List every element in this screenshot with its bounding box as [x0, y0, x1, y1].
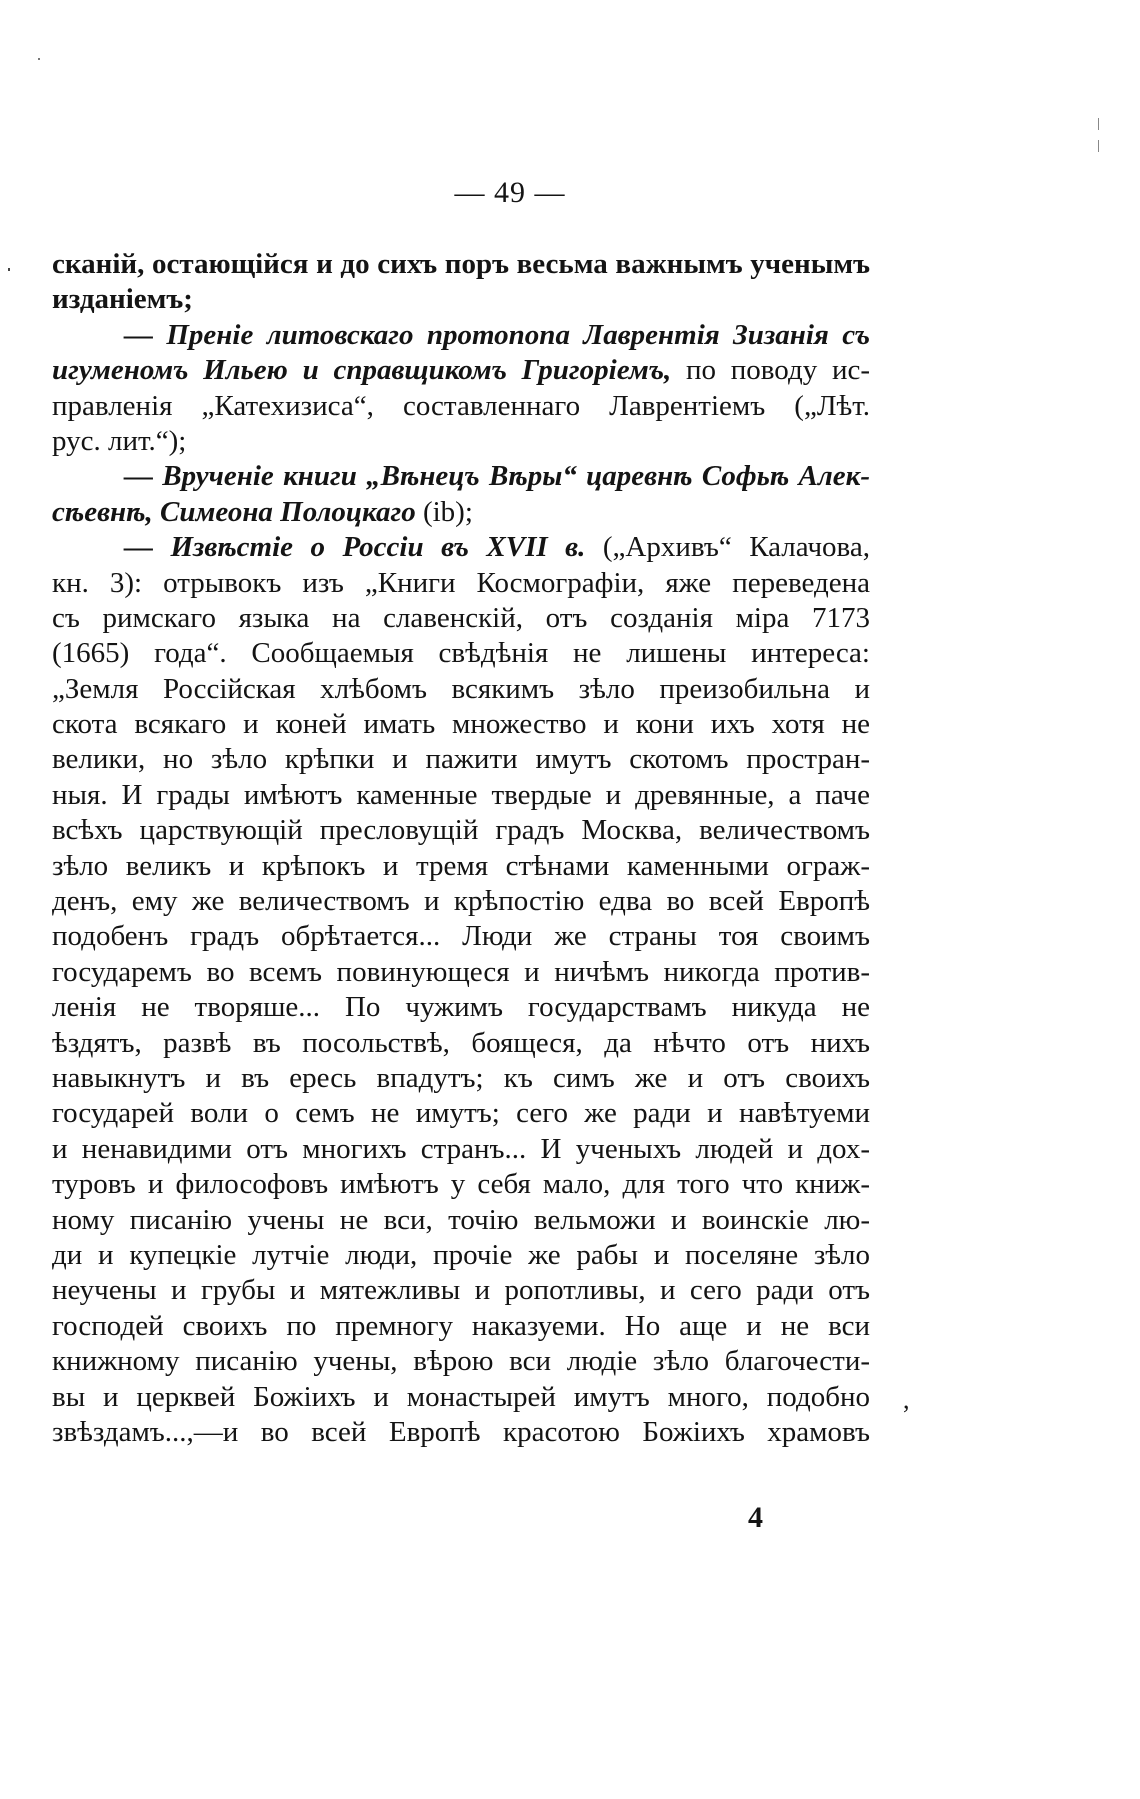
scan-speck: [8, 268, 10, 271]
italic-title: — Преніе литовскаго протопопа Лаврентія Зизанія съ: [124, 318, 870, 351]
text-run: („Архивъ“ Калачова,: [585, 531, 870, 564]
text-line: денъ, ему же величествомъ и крѣпостію едва во всей Европѣ: [52, 885, 870, 918]
text-line: ленія не творяше... По чужимъ государствамъ никуда не: [52, 991, 870, 1024]
text-line: неучены и грубы и мятежливы и ропотливы, и сего ради отъ: [52, 1274, 870, 1307]
margin-mark: ,: [903, 1385, 910, 1414]
text-line: зѣло великъ и крѣпокъ и тремя стѣнами каменными ограж-: [52, 849, 870, 882]
text-line: книжному писанію учены, вѣрою вси людіе зѣло благочести-: [52, 1345, 870, 1378]
text-line: ныя. И грады имѣютъ каменные твердые и древянные, а паче: [52, 778, 870, 811]
text-line: и ненавидими отъ многихъ странъ... И ученыхъ людей и дох-: [52, 1132, 870, 1165]
text-run: по поводу ис-: [671, 354, 870, 387]
text-line: (1665) года“. Сообщаемыя свѣдѣнія не лишены интереса:: [52, 637, 870, 670]
scan-speck: [38, 58, 40, 60]
text-run: (ib);: [415, 495, 473, 528]
text-line: [52, 353, 870, 388]
body-text: [52, 247, 870, 1450]
page-number: — 49 —: [454, 176, 566, 209]
text-line: ѣздятъ, развѣ въ посольствѣ, боящеся, да нѣчто отъ нихъ: [52, 1026, 870, 1059]
text-line: ному писанію учены не вси, точію вельможи и воинскіе лю-: [52, 1203, 870, 1236]
text-line: съ римскаго языка на славенскій, отъ созданія міра 7173: [52, 601, 870, 634]
scan-speck: [1098, 140, 1099, 152]
italic-title: сѣевнѣ, Симеона Полоцкаго: [52, 495, 416, 528]
text-line: вы и церквей Божіихъ и монастырей имутъ много, подобно: [52, 1380, 870, 1413]
text-line: „Земля Россійская хлѣбомъ всякимъ зѣло преизобильна и: [52, 672, 870, 705]
text-line: [52, 318, 870, 353]
text-line: подобенъ градъ обрѣтается... Люди же страны тоя своимъ: [52, 920, 870, 953]
text-line: государей воли о семъ не имутъ; сего же ради и навѣтуеми: [52, 1097, 870, 1130]
signature-mark: 4: [748, 1501, 763, 1534]
text-line: правленія „Катехизиса“, составленнаго Лаврентіемъ („Лѣт.: [52, 389, 870, 422]
text-line: велики, но зѣло крѣпки и пажити имутъ скотомъ простран-: [52, 743, 870, 776]
italic-title: — Врученіе книги „Вѣнецъ Вѣры“ царевнѣ Софьѣ Алек-: [124, 460, 870, 493]
text-line: кн. 3): отрывокъ изъ „Книги Космографіи, яже переведена: [52, 566, 870, 599]
text-line: туровъ и философовъ имѣютъ у себя мало, для того что книж-: [52, 1168, 870, 1201]
italic-title: игуменомъ Ильею и справщикомъ Григоріемъ,: [52, 354, 672, 387]
text-line: ди и купецкіе лутчіе люди, прочіе же рабы и поселяне зѣло: [52, 1238, 870, 1271]
text-line: [52, 530, 870, 565]
text-line: всѣхъ царствующій пресловущій градъ Москва, величествомъ: [52, 814, 870, 847]
italic-title: — Извѣстіе о Россіи въ XVII в.: [124, 531, 586, 564]
text-line: навыкнутъ и въ ересь впадутъ; къ симъ же и отъ своихъ: [52, 1061, 870, 1094]
text-line: [52, 495, 870, 530]
text-line: скота всякаго и коней имать множество и кони ихъ хотя не: [52, 708, 870, 741]
text-line: звѣздамъ...,—и во всей Европѣ красотою Божіихъ храмовъ: [52, 1415, 870, 1448]
text-line: [52, 459, 870, 494]
text-line: господей своихъ по премногу наказуеми. Но аще и не вси: [52, 1309, 870, 1342]
text-line: рус. лит.“);: [52, 424, 187, 457]
text-line: государемъ во всемъ повинующеся и ничѣмъ никогда против-: [52, 955, 870, 988]
scan-speck: [1098, 118, 1099, 130]
text-line: сканій, остающійся и до сихъ поръ весьма важнымъ ученымъ: [52, 248, 870, 280]
text-line: изданіемъ;: [52, 283, 193, 316]
